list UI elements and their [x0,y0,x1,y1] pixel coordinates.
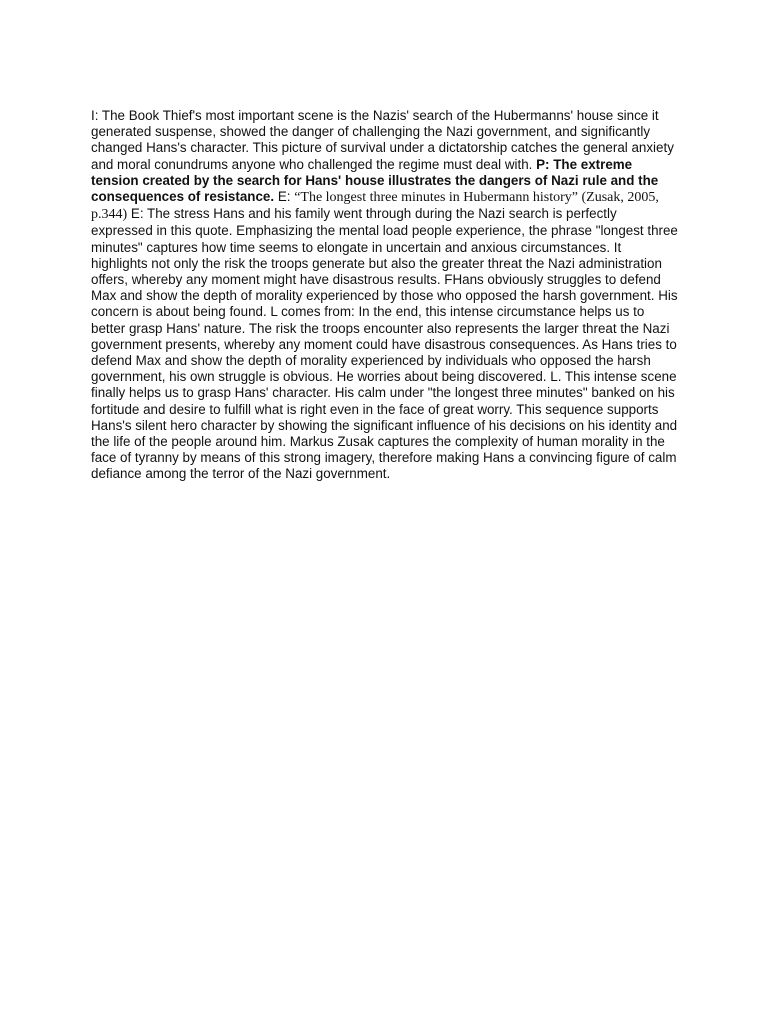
intro-text: I: The Book Thief's most important scene is the Nazis' search of the Hubermanns' house since it generated suspense, showed the danger of challenging the Nazi government, and significantly changed Hans's character. This picture of survival under a dictatorship catches the general anxiety and moral conundrums anyone who challenged the regime must deal with. [91,108,674,172]
explanation-text: E: The stress Hans and his family went through during the Nazi search is perfectly expressed in this quote. Emphasizing the mental load people experience, the phrase "longest three minutes" captures how time seems to elongate in uncertain and anxious circumstances. It highlights not only the risk the troops generate but also the greater threat the Nazi administration offers, whereby any moment might have disastrous results. FHans obviously struggles to defend Max and show the depth of morality experienced by those who opposed the harsh government. His concern is about being found. L comes from: In the end, this intense circumstance helps us to better grasp Hans' nature. The risk the troops encounter also represents the larger threat the Nazi government presents, whereby any moment could have disastrous consequences. As Hans tries to defend Max and show the depth of morality experienced by individuals who opposed the harsh government, his own struggle is obvious. He worries about being discovered. L. This intense scene finally helps us to grasp Hans' character. His calm under "the longest three minutes" banked on his fortitude and desire to fulfill what is right even in the face of great worry. This sequence supports Hans's silent hero character by showing the significant influence of his decisions on his identity and the life of the people around him. Markus Zusak captures the complexity of human morality in the face of tyranny by means of this strong imagery, therefore making Hans a convincing figure of calm defiance among the terror of the Nazi government. [91,206,678,482]
point-statement: P: The extreme tension created by the search for Hans' house illustrates the dangers of Nazi rule and the consequences of resistance. [91,156,659,205]
quote-citation: “The longest three minutes in Hubermann history” (Zusak, 2005, p.344) [91,190,659,223]
essay-paragraph [91,108,681,483]
evidence-label: E: [274,189,295,205]
